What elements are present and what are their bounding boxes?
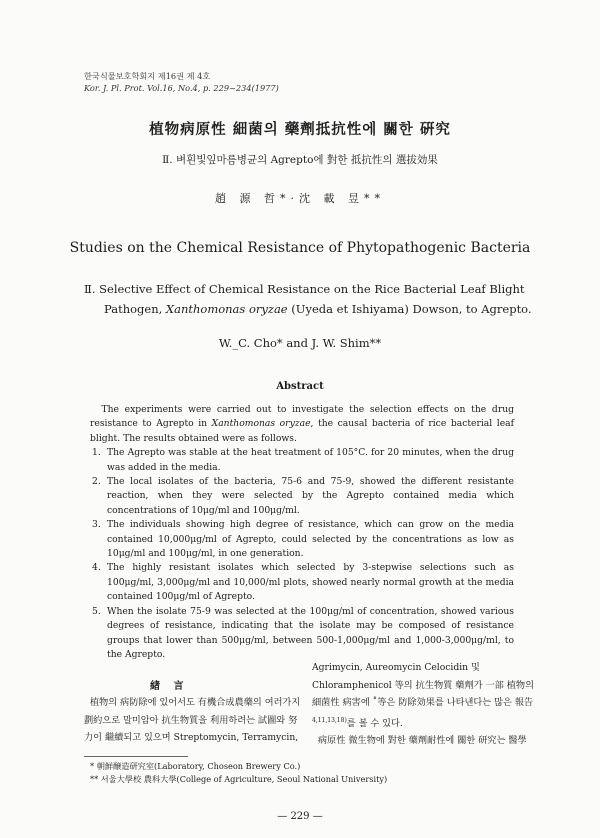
abstract-item: 4. The highly resistant isolates which selected by 3-stepwise selections such as 100μg/ml, 3,000μg/ml and 10,000/ml plots, showed nearly normal growth at the media contained 100μg/ml of Agrepto. [92,562,514,603]
abstract-heading: Abstract [276,381,324,392]
english-title: Studies on the Chemical Resistance of Phytopathogenic Bacteria [69,240,531,256]
footnote-1: * 朝鮮醸造研究室(Laboratory, Choseon Brewery Co.) [90,761,301,771]
footnotes [90,760,387,785]
journal-korean: 한국식물보호학회지 제16권 제 4호 [84,71,211,81]
footnote-divider [84,756,188,757]
intro-heading: 緖 言 [150,681,189,692]
subtitle-number: Ⅱ. [84,282,96,296]
english-subtitle [84,280,534,319]
abstract-intro: The experiments were carried out to investigate the selection effects on the drug resistance to Agrepto in Xanthomonas oryzae, the causal bacteria of rice bacterial leaf blight. The results obtained were as follows. [90,404,515,444]
abstract-item: 5. When the isolate 75-9 was selected at the 100μg/ml of concentration, showed various degrees of resistance, indicating that the isolate may be composed of resistance groups that lower than 500μg/ml, between 500-1,000μg/ml and 1,000-3,000μg/ml, to the Agrepto. [92,605,514,660]
abstract-item: 3. The individuals showing high degree of resistance, which can grow on the media contained 10,000μg/ml of Agrepto, could selected by the concentrations as low as 10μg/ml and 100μg/ml, in one generation. [92,519,514,560]
abstract-list [90,446,514,662]
intro-right-text-2: 病原性 微生物에 對한 藥劑耐性에 關한 研究는 醫學 [317,735,527,747]
intro-right-text: Agrimycin, Aureomycin Celocidin 및 Chloramphenicol 等의 抗生物質 藥劑가 一部 植物의 細菌性 病害에 ˚等은 防除効果를 나타낸다는 많은 報告$^{4,11,13,18)}$를 볼 수 있다. [312,662,534,729]
abstract-body [90,403,514,662]
journal-citation [84,70,279,94]
english-authors: W._C. Cho* and J. W. Shim** [218,336,382,350]
korean-title: 植物病原性 細菌의 藥劑抵抗性에 關한 硏究 [149,121,451,138]
abstract-item: 2. The local isolates of the bacteria, 75-6 and 75-9, showed the different resistante reaction, when they were selected by the Agrepto contained media which concentrations of 10μg/ml and 100μg/ml. [92,476,514,516]
journal-english: Kor. J. Pl. Prot. Vol.16, No.4, p. 229~234(1977) [84,83,279,93]
abstract-item: 1. The Agrepto was stable at the heat treatment of 105°C. for 20 minutes, when the drug was added in the media. [92,447,514,473]
citation-ref: 4,11,13,18) [312,716,347,724]
intro-right-column [312,659,534,750]
subtitle-line-2: Pathogen, Xanthomonas oryzae (Uyeda et Ishiyama) Dowson, to Agrepto. [104,301,532,316]
korean-subtitle: Ⅱ. 벼흰빛잎마름병균의 Agrepto에 對한 抵抗性의 選拔効果 [162,154,438,166]
subtitle-line-1: Selective Effect of Chemical Resistance on the Rice Bacterial Leaf Blight [99,282,525,296]
intro-left-text: 植物의 病防除에 있어서도 有機合成農藥의 여러가지 劃約으로 말미암아 抗生物質을 利用하려는 試圖와 努力이 繼續되고 있으며 Streptomycin, Terramycin, [84,697,301,743]
intro-left-column [84,694,304,747]
footnote-2: ** 서울大學校 農科大學(College of Agriculture, Seoul National University) [90,773,388,784]
page-number: — 229 — [277,811,323,822]
korean-authors: 趙 源 哲*·沈 載 昱** [215,192,385,205]
